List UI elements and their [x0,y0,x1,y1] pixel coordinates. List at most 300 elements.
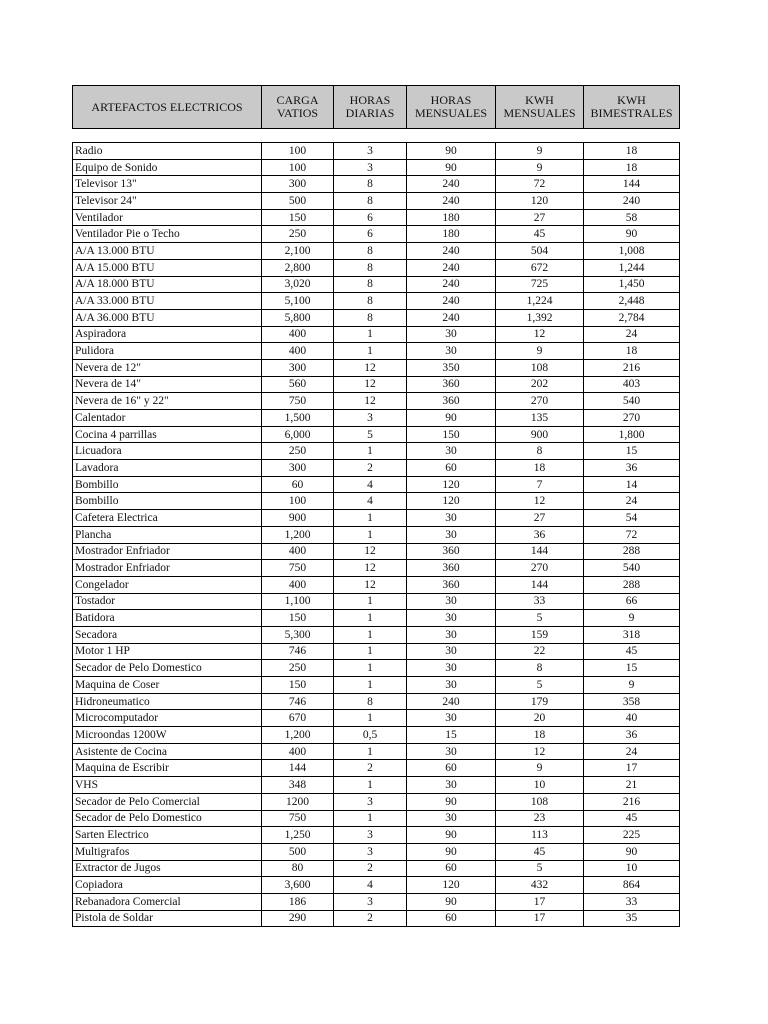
hours-monthly: 240 [407,259,496,276]
header-line: HORAS [430,93,472,107]
header-line: CARGA [276,93,319,107]
table-row [73,276,680,293]
hours-daily: 2 [334,760,407,777]
hours-monthly: 150 [407,426,496,443]
hours-monthly: 350 [407,359,496,376]
hours-monthly: 30 [407,610,496,627]
hours-monthly: 360 [407,560,496,577]
hours-daily: 1 [334,810,407,827]
table-row [73,743,680,760]
load-watts: 60 [262,476,334,493]
hours-daily: 6 [334,226,407,243]
hours-daily: 6 [334,209,407,226]
appliance-name: A/A 18.000 BTU [73,276,262,293]
header-kwh-bimestrales [584,86,680,129]
kwh-monthly: 7 [496,476,584,493]
kwh-monthly: 33 [496,593,584,610]
kwh-monthly: 1,224 [496,293,584,310]
load-watts: 1,200 [262,526,334,543]
kwh-monthly: 179 [496,693,584,710]
appliance-name: Plancha [73,526,262,543]
hours-monthly: 90 [407,143,496,160]
hours-daily: 1 [334,677,407,694]
hours-monthly: 30 [407,593,496,610]
kwh-monthly: 9 [496,143,584,160]
hours-monthly: 120 [407,877,496,894]
hours-daily: 1 [334,610,407,627]
table-row [73,543,680,560]
hours-monthly: 30 [407,326,496,343]
kwh-monthly: 120 [496,193,584,210]
appliance-name: Bombillo [73,476,262,493]
kwh-monthly: 202 [496,376,584,393]
hours-daily: 1 [334,326,407,343]
load-watts: 100 [262,159,334,176]
hours-daily: 8 [334,309,407,326]
appliance-name: VHS [73,777,262,794]
kwh-bimonthly: 18 [584,159,680,176]
hours-monthly: 30 [407,510,496,527]
kwh-bimonthly: 36 [584,460,680,477]
appliance-name: Bombillo [73,493,262,510]
hours-daily: 8 [334,176,407,193]
kwh-monthly: 17 [496,910,584,927]
kwh-bimonthly: 24 [584,326,680,343]
load-watts: 186 [262,893,334,910]
header-carga-vatios [262,86,334,129]
load-watts: 100 [262,143,334,160]
hours-daily: 8 [334,693,407,710]
kwh-monthly: 504 [496,243,584,260]
kwh-monthly: 12 [496,493,584,510]
hours-monthly: 30 [407,677,496,694]
table-row [73,460,680,477]
kwh-bimonthly: 216 [584,793,680,810]
appliance-name: Secadora [73,626,262,643]
kwh-monthly: 144 [496,543,584,560]
kwh-bimonthly: 54 [584,510,680,527]
hours-monthly: 240 [407,176,496,193]
hours-daily: 1 [334,643,407,660]
load-watts: 750 [262,810,334,827]
load-watts: 1200 [262,793,334,810]
hours-monthly: 240 [407,293,496,310]
kwh-monthly: 45 [496,226,584,243]
table-row [73,243,680,260]
kwh-monthly: 72 [496,176,584,193]
kwh-bimonthly: 66 [584,593,680,610]
hours-daily: 1 [334,777,407,794]
hours-daily: 12 [334,560,407,577]
header-line: KWH [617,93,646,107]
kwh-bimonthly: 15 [584,443,680,460]
hours-daily: 4 [334,877,407,894]
load-watts: 400 [262,576,334,593]
kwh-bimonthly: 1,450 [584,276,680,293]
appliance-name: Secador de Pelo Domestico [73,660,262,677]
load-watts: 348 [262,777,334,794]
appliance-name: Calentador [73,410,262,427]
appliance-name: Radio [73,143,262,160]
load-watts: 100 [262,493,334,510]
appliance-name: A/A 36.000 BTU [73,309,262,326]
appliance-name: Secador de Pelo Comercial [73,793,262,810]
kwh-bimonthly: 18 [584,343,680,360]
hours-monthly: 360 [407,543,496,560]
kwh-bimonthly: 403 [584,376,680,393]
appliance-name: Maquina de Coser [73,677,262,694]
kwh-monthly: 12 [496,326,584,343]
kwh-monthly: 9 [496,159,584,176]
hours-monthly: 60 [407,460,496,477]
kwh-monthly: 270 [496,393,584,410]
hours-monthly: 30 [407,643,496,660]
kwh-bimonthly: 18 [584,143,680,160]
hours-daily: 8 [334,243,407,260]
table-row [73,193,680,210]
hours-daily: 8 [334,276,407,293]
hours-daily: 5 [334,426,407,443]
table-row [73,560,680,577]
table-row [73,393,680,410]
kwh-monthly: 5 [496,860,584,877]
kwh-monthly: 20 [496,710,584,727]
kwh-bimonthly: 45 [584,643,680,660]
kwh-monthly: 725 [496,276,584,293]
hours-daily: 2 [334,910,407,927]
load-watts: 400 [262,343,334,360]
table-row [73,226,680,243]
table-row [73,443,680,460]
kwh-monthly: 159 [496,626,584,643]
kwh-bimonthly: 9 [584,677,680,694]
header-line: BIMESTRALES [590,106,673,120]
table-row [73,293,680,310]
table-row [73,843,680,860]
load-watts: 3,600 [262,877,334,894]
hours-monthly: 30 [407,777,496,794]
hours-monthly: 240 [407,243,496,260]
hours-monthly: 30 [407,810,496,827]
kwh-bimonthly: 15 [584,660,680,677]
kwh-bimonthly: 90 [584,226,680,243]
hours-monthly: 180 [407,226,496,243]
hours-monthly: 30 [407,443,496,460]
hours-daily: 12 [334,376,407,393]
appliance-name: Hidroneumatico [73,693,262,710]
hours-monthly: 120 [407,476,496,493]
appliance-name: Batidora [73,610,262,627]
table-row [73,343,680,360]
hours-daily: 1 [334,660,407,677]
appliance-name: Mostrador Enfriador [73,543,262,560]
hours-monthly: 90 [407,827,496,844]
table-row [73,176,680,193]
table-row [73,426,680,443]
hours-daily: 8 [334,193,407,210]
kwh-bimonthly: 10 [584,860,680,877]
header-line: HORAS [349,93,391,107]
hours-daily: 1 [334,710,407,727]
hours-monthly: 120 [407,493,496,510]
appliance-name: Asistente de Cocina [73,743,262,760]
kwh-bimonthly: 1,244 [584,259,680,276]
appliance-name: Cafetera Electrica [73,510,262,527]
hours-daily: 4 [334,493,407,510]
hours-monthly: 360 [407,376,496,393]
load-watts: 1,100 [262,593,334,610]
table-row [73,643,680,660]
hours-monthly: 240 [407,276,496,293]
table-row [73,209,680,226]
hours-monthly: 90 [407,410,496,427]
header-line: MENSUALES [414,106,487,120]
load-watts: 900 [262,510,334,527]
appliance-name: Televisor 13" [73,176,262,193]
appliance-name: Cocina 4 parrillas [73,426,262,443]
load-watts: 746 [262,643,334,660]
appliance-table [72,142,680,927]
load-watts: 144 [262,760,334,777]
kwh-bimonthly: 318 [584,626,680,643]
load-watts: 400 [262,743,334,760]
table-row [73,510,680,527]
appliance-name: Equipo de Sonido [73,159,262,176]
kwh-bimonthly: 9 [584,610,680,627]
hours-daily: 12 [334,576,407,593]
load-watts: 5,100 [262,293,334,310]
load-watts: 750 [262,560,334,577]
kwh-monthly: 108 [496,793,584,810]
load-watts: 80 [262,860,334,877]
hours-monthly: 30 [407,526,496,543]
load-watts: 2,800 [262,259,334,276]
appliance-name: Tostador [73,593,262,610]
hours-monthly: 90 [407,843,496,860]
table-row [73,143,680,160]
kwh-bimonthly: 270 [584,410,680,427]
hours-daily: 3 [334,143,407,160]
appliance-name: A/A 13.000 BTU [73,243,262,260]
kwh-monthly: 672 [496,259,584,276]
appliance-name: Microondas 1200W [73,727,262,744]
hours-monthly: 240 [407,193,496,210]
kwh-monthly: 5 [496,610,584,627]
hours-daily: 12 [334,359,407,376]
header-artefactos [73,86,262,129]
table-row [73,576,680,593]
table-row [73,777,680,794]
load-watts: 750 [262,393,334,410]
load-watts: 500 [262,843,334,860]
hours-daily: 3 [334,159,407,176]
kwh-monthly: 432 [496,877,584,894]
kwh-monthly: 9 [496,343,584,360]
kwh-bimonthly: 90 [584,843,680,860]
appliance-name: Ventilador Pie o Techo [73,226,262,243]
load-watts: 1,200 [262,727,334,744]
load-watts: 670 [262,710,334,727]
load-watts: 290 [262,910,334,927]
table-row [73,593,680,610]
load-watts: 400 [262,543,334,560]
kwh-monthly: 22 [496,643,584,660]
appliance-name: Rebanadora Comercial [73,893,262,910]
kwh-bimonthly: 33 [584,893,680,910]
load-watts: 5,300 [262,626,334,643]
table-row [73,493,680,510]
hours-daily: 1 [334,443,407,460]
table-row [73,626,680,643]
kwh-bimonthly: 216 [584,359,680,376]
kwh-monthly: 18 [496,727,584,744]
kwh-bimonthly: 864 [584,877,680,894]
hours-daily: 1 [334,510,407,527]
hours-monthly: 30 [407,343,496,360]
hours-daily: 4 [334,476,407,493]
table-row [73,376,680,393]
appliance-name: Aspiradora [73,326,262,343]
appliance-name: Copiadora [73,877,262,894]
kwh-bimonthly: 1,008 [584,243,680,260]
load-watts: 300 [262,176,334,193]
header-kwh-mensuales [496,86,584,129]
hours-monthly: 30 [407,743,496,760]
kwh-bimonthly: 40 [584,710,680,727]
table-row [73,893,680,910]
kwh-monthly: 10 [496,777,584,794]
load-watts: 300 [262,359,334,376]
header-horas-diarias [334,86,407,129]
table-row [73,610,680,627]
header-line: MENSUALES [503,106,576,120]
hours-daily: 2 [334,860,407,877]
table-row [73,710,680,727]
hours-daily: 3 [334,793,407,810]
kwh-bimonthly: 17 [584,760,680,777]
hours-daily: 12 [334,393,407,410]
hours-monthly: 60 [407,760,496,777]
appliance-name: Nevera de 14" [73,376,262,393]
kwh-bimonthly: 358 [584,693,680,710]
kwh-bimonthly: 144 [584,176,680,193]
hours-monthly: 90 [407,893,496,910]
hours-daily: 1 [334,526,407,543]
hours-daily: 8 [334,293,407,310]
hours-daily: 1 [334,593,407,610]
hours-daily: 12 [334,543,407,560]
kwh-bimonthly: 1,800 [584,426,680,443]
kwh-bimonthly: 2,784 [584,309,680,326]
kwh-monthly: 8 [496,443,584,460]
load-watts: 300 [262,460,334,477]
appliance-name: Secador de Pelo Domestico [73,810,262,827]
kwh-monthly: 5 [496,677,584,694]
kwh-bimonthly: 540 [584,560,680,577]
table-row [73,410,680,427]
hours-monthly: 240 [407,693,496,710]
hours-daily: 3 [334,827,407,844]
hours-monthly: 15 [407,727,496,744]
table-row [73,526,680,543]
hours-daily: 1 [334,343,407,360]
table-row [73,910,680,927]
hours-monthly: 60 [407,910,496,927]
header-table [72,85,680,129]
table-row [73,793,680,810]
kwh-monthly: 36 [496,526,584,543]
appliance-name: Maquina de Escribir [73,760,262,777]
kwh-bimonthly: 540 [584,393,680,410]
appliance-name: Nevera de 12" [73,359,262,376]
load-watts: 150 [262,677,334,694]
table-row [73,827,680,844]
appliance-name: Lavadora [73,460,262,477]
hours-daily: 0,5 [334,727,407,744]
kwh-monthly: 900 [496,426,584,443]
kwh-monthly: 18 [496,460,584,477]
load-watts: 1,500 [262,410,334,427]
kwh-bimonthly: 72 [584,526,680,543]
kwh-monthly: 27 [496,510,584,527]
kwh-bimonthly: 240 [584,193,680,210]
kwh-monthly: 1,392 [496,309,584,326]
appliance-name: A/A 33.000 BTU [73,293,262,310]
kwh-monthly: 135 [496,410,584,427]
table-row [73,810,680,827]
load-watts: 6,000 [262,426,334,443]
table-row [73,309,680,326]
header-line: DIARIAS [345,106,395,120]
appliance-name: Ventilador [73,209,262,226]
kwh-monthly: 113 [496,827,584,844]
kwh-bimonthly: 14 [584,476,680,493]
table-row [73,359,680,376]
load-watts: 5,800 [262,309,334,326]
hours-monthly: 30 [407,660,496,677]
kwh-bimonthly: 24 [584,493,680,510]
table-row [73,760,680,777]
kwh-bimonthly: 45 [584,810,680,827]
appliance-name: Televisor 24" [73,193,262,210]
kwh-bimonthly: 2,448 [584,293,680,310]
kwh-bimonthly: 225 [584,827,680,844]
kwh-bimonthly: 58 [584,209,680,226]
header-line: ARTEFACTOS ELECTRICOS [91,99,243,114]
hours-monthly: 60 [407,860,496,877]
appliance-name: Sarten Electrico [73,827,262,844]
appliance-table-body [73,143,680,927]
table-row [73,727,680,744]
table-row [73,693,680,710]
kwh-monthly: 12 [496,743,584,760]
kwh-monthly: 17 [496,893,584,910]
header-row [73,86,680,129]
kwh-bimonthly: 21 [584,777,680,794]
kwh-monthly: 45 [496,843,584,860]
kwh-monthly: 9 [496,760,584,777]
hours-daily: 2 [334,460,407,477]
table-row [73,877,680,894]
kwh-bimonthly: 24 [584,743,680,760]
hours-monthly: 180 [407,209,496,226]
load-watts: 3,020 [262,276,334,293]
hours-monthly: 30 [407,710,496,727]
load-watts: 400 [262,326,334,343]
table-row [73,476,680,493]
appliance-name: Mostrador Enfriador [73,560,262,577]
load-watts: 250 [262,443,334,460]
